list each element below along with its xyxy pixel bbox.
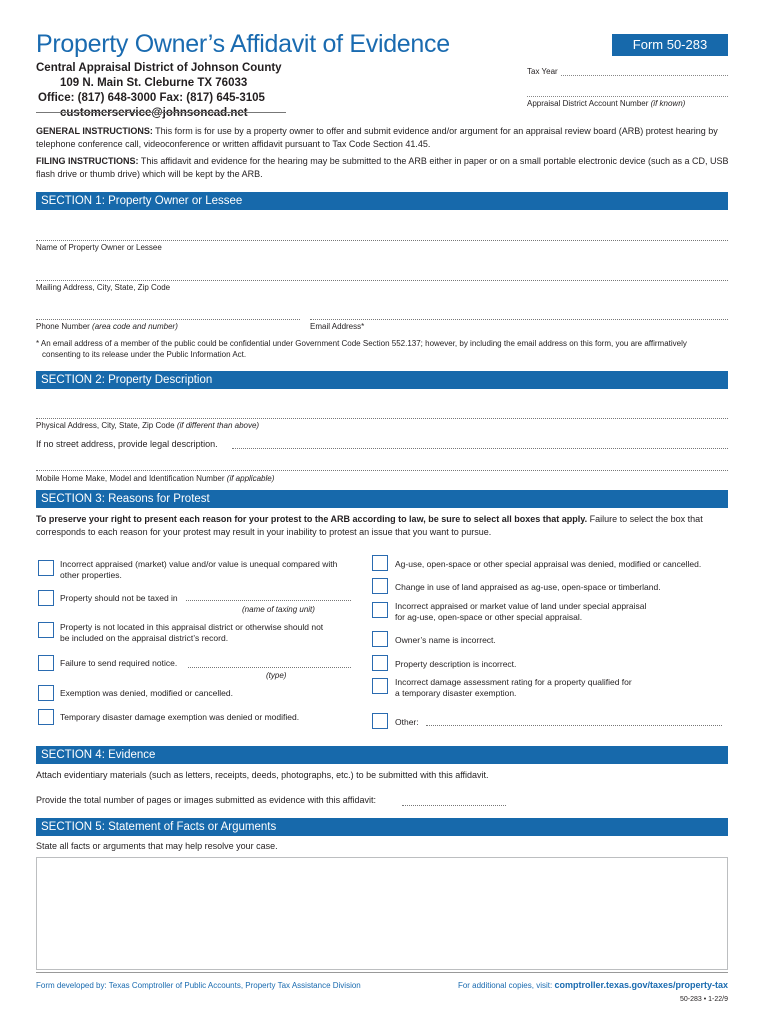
district-email: customerservice@johnsoncad.net [60, 107, 248, 119]
checkbox-not-located[interactable] [38, 622, 54, 638]
form-title: Property Owner’s Affidavit of Evidence [36, 30, 450, 58]
filing-instructions-label: FILING INSTRUCTIONS: [36, 156, 139, 166]
notice-type-hint: (type) [266, 671, 287, 680]
incorrect-value-line1: Incorrect appraised (market) value and/or value is unequal compared with [60, 559, 338, 569]
other-label: Other: [395, 717, 419, 727]
checkbox-incorrect-land-value[interactable] [372, 602, 388, 618]
evidence-pages-text: Provide the total number of pages or images submitted as evidence with this affidavit: [36, 795, 377, 805]
mobile-home-input[interactable] [36, 470, 728, 471]
email-footnote-line2: consenting to its release under the Public Information Act. [42, 350, 247, 359]
other-reason-input[interactable] [426, 725, 722, 726]
not-taxed-label: Property should not be taxed in [60, 593, 178, 603]
district-phones: Office: (817) 648-3000 Fax: (817) 645-3105 [38, 92, 265, 104]
mailing-address-input[interactable] [36, 280, 728, 281]
incorrect-land-line2: for ag-use, open-space or other special appraisal. [395, 612, 583, 622]
address-underline [36, 112, 286, 113]
physical-address-label [36, 421, 259, 430]
physical-address-input[interactable] [36, 418, 728, 419]
email-footnote-line1: * An email address of a member of the public could be confidential under Government Code Section 552.137; however, by including the email address on this form, you are affirmatively [36, 339, 687, 348]
section-5-header: SECTION 5: Statement of Facts or Arguments [36, 818, 728, 836]
taxing-unit-hint: (name of taxing unit) [242, 605, 315, 614]
owner-name-label: Name of Property Owner or Lessee [36, 243, 162, 252]
phone-number-label [36, 322, 178, 331]
legal-description-input[interactable] [232, 448, 728, 449]
evidence-pages-input[interactable] [402, 805, 506, 806]
form-revision: 50-283 • 1-22/9 [680, 996, 728, 1003]
not-located-label [60, 622, 323, 644]
checkbox-owner-name[interactable] [372, 631, 388, 647]
email-address-input[interactable] [310, 319, 728, 320]
tax-year-label: Tax Year [527, 67, 558, 76]
account-number-qualifier: (if known) [650, 99, 686, 108]
taxing-unit-input[interactable] [186, 600, 351, 601]
mailing-address-label: Mailing Address, City, State, Zip Code [36, 283, 171, 292]
footer-copies-link[interactable]: comptroller.texas.gov/taxes/property-tax [554, 980, 728, 990]
statement-prompt: State all facts or arguments that may help resolve your case. [36, 841, 278, 851]
checkbox-incorrect-value[interactable] [38, 560, 54, 576]
damage-rating-label [395, 677, 632, 699]
protest-intro [36, 513, 728, 539]
general-instructions [36, 125, 736, 151]
checkbox-exemption-denied[interactable] [38, 685, 54, 701]
checkbox-description[interactable] [372, 655, 388, 671]
account-number-label-text: Appraisal District Account Number [527, 99, 649, 108]
tax-year-input[interactable] [561, 66, 728, 76]
filing-instructions-text: This affidavit and evidence for the hearing may be submitted to the ARB either in paper or on a small portable electronic device (such as a CD, USB flash drive or thumb drive) which will be kept by the ARB. [36, 156, 729, 179]
checkbox-disaster-exemption[interactable] [38, 709, 54, 725]
damage-rating-line2: a temporary disaster exemption. [395, 688, 517, 698]
disaster-exemption-label: Temporary disaster damage exemption was denied or modified. [60, 712, 300, 722]
incorrect-value-line2: other properties. [60, 570, 122, 580]
email-address-label: Email Address* [310, 322, 365, 331]
owner-name-incorrect-label: Owner’s name is incorrect. [395, 635, 496, 645]
footer-developed-by: Form developed by: Texas Comptroller of Public Accounts, Property Tax Assistance Division [36, 981, 361, 990]
general-instructions-label: GENERAL INSTRUCTIONS: [36, 126, 153, 136]
checkbox-ag-use[interactable] [372, 555, 388, 571]
mobile-home-label [36, 474, 274, 483]
not-located-line1: Property is not located in this appraisal district or otherwise should not [60, 622, 324, 632]
section-2-header: SECTION 2: Property Description [36, 371, 728, 389]
district-name: Central Appraisal District of Johnson County [36, 62, 282, 74]
general-instructions-text: This form is for use by a property owner to offer and submit evidence and/or argument for an appraisal review board (ARB) protest hearing by telephone conference call, videoconference or written affidavit pursuant to Tax Code Section 41.45. [36, 126, 718, 149]
checkbox-failure-notice[interactable] [38, 655, 54, 671]
checkbox-not-taxed[interactable] [38, 590, 54, 606]
legal-description-prompt: If no street address, provide legal description. [36, 439, 218, 449]
account-number-input[interactable] [527, 84, 728, 97]
statement-textarea[interactable] [36, 857, 728, 970]
section-1-header: SECTION 1: Property Owner or Lessee [36, 192, 728, 210]
change-use-label: Change in use of land appraised as ag-use, open-space or timberland. [395, 582, 661, 592]
filing-instructions [36, 155, 736, 181]
account-number-label [527, 99, 685, 108]
owner-name-input[interactable] [36, 240, 728, 241]
checkbox-other[interactable] [372, 713, 388, 729]
mobile-home-label-text: Mobile Home Make, Model and Identification Number [36, 474, 225, 483]
incorrect-land-line1: Incorrect appraised or market value of land under special appraisal [395, 601, 647, 611]
section-3-header: SECTION 3: Reasons for Protest [36, 490, 728, 508]
incorrect-value-label [60, 559, 337, 581]
section-4-header: SECTION 4: Evidence [36, 746, 728, 764]
checkbox-damage-rating[interactable] [372, 678, 388, 694]
ag-use-label: Ag-use, open-space or other special appraisal was denied, modified or cancelled. [395, 559, 702, 569]
failure-notice-label: Failure to send required notice. [60, 658, 178, 668]
protest-intro-bold: To preserve your right to present each reason for your protest to the ARB according to law, be sure to select all boxes that apply. [36, 514, 588, 524]
description-incorrect-label: Property description is incorrect. [395, 659, 517, 669]
evidence-attach-text: Attach evidentiary materials (such as letters, receipts, deeds, photographs, etc.) to be submitted with this affidavit. [36, 770, 489, 780]
damage-rating-line1: Incorrect damage assessment rating for a property qualified for [395, 677, 632, 687]
email-footnote [36, 338, 687, 360]
phone-number-label-text: Phone Number [36, 322, 90, 331]
physical-address-label-text: Physical Address, City, State, Zip Code [36, 421, 175, 430]
footer-copies [458, 980, 728, 990]
footer-rule [36, 972, 728, 973]
notice-type-input[interactable] [188, 667, 351, 668]
checkbox-change-use[interactable] [372, 578, 388, 594]
footer-copies-prefix: For additional copies, visit: [457, 981, 555, 990]
mobile-home-qualifier: (if applicable) [226, 474, 275, 483]
not-located-line2: be included on the appraisal district’s record. [60, 633, 229, 643]
protest-intro-rest: Failure to select the box that corresponds to each reason for your protest may result in your inability to protest an issue that you want to pursue. [36, 514, 703, 537]
physical-address-qualifier: (if different than above) [176, 421, 260, 430]
form-number-badge: Form 50-283 [612, 34, 728, 56]
district-street: 109 N. Main St. Cleburne TX 76033 [60, 77, 248, 89]
phone-number-qualifier: (area code and number) [92, 322, 178, 331]
phone-number-input[interactable] [36, 319, 300, 320]
exemption-denied-label: Exemption was denied, modified or cancelled. [60, 688, 233, 698]
incorrect-land-label [395, 601, 646, 623]
